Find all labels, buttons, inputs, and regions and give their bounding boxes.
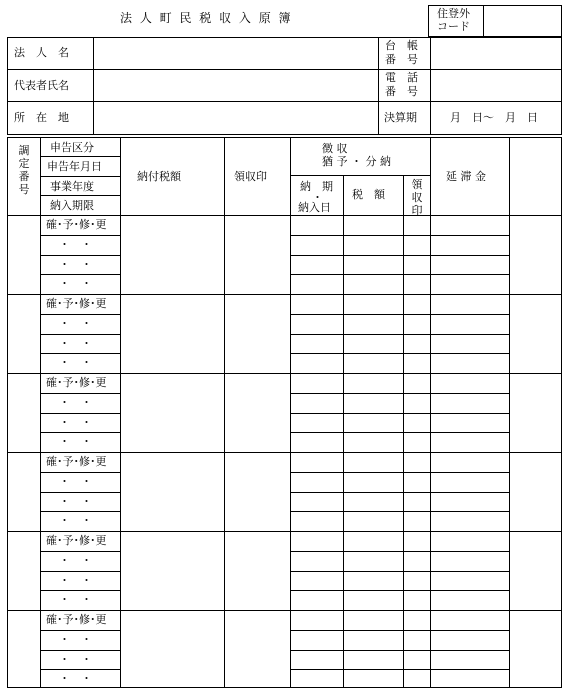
date-dots[interactable]: ・ ・ — [59, 396, 92, 409]
date-dots[interactable]: ・ ・ — [59, 356, 92, 369]
payment-deadline-header: 納入期限 — [50, 199, 94, 212]
ledger-no-label-1: 台 帳 — [385, 39, 418, 52]
representative-field[interactable] — [96, 71, 376, 100]
tax-amount-header: 納付税額 — [137, 170, 181, 183]
period-header-2: ・ — [312, 191, 323, 204]
ledger-no-field[interactable] — [433, 39, 560, 68]
representative-label: 代表者氏名 — [14, 79, 69, 92]
phone-no-field[interactable] — [433, 71, 560, 100]
filing-type-options[interactable]: 確･予･修･更 — [46, 534, 107, 547]
code-label-1: 住登外 — [437, 7, 470, 20]
filing-type-header: 申告区分 — [50, 141, 94, 154]
date-dots[interactable]: ・ ・ — [59, 416, 92, 429]
receipt-stamp-header: 領収印 — [234, 170, 267, 183]
page-title: 法 人 町 民 税 収 入 原 簿 — [120, 11, 293, 25]
date-dots[interactable]: ・ ・ — [59, 337, 92, 350]
sub-stamp-header: 領 収 印 — [411, 178, 423, 217]
date-dots[interactable]: ・ ・ — [59, 435, 92, 448]
date-dots[interactable]: ・ ・ — [59, 277, 92, 290]
filing-type-options[interactable]: 確･予･修･更 — [46, 218, 107, 231]
collection-header-2: 猶 予 ・ 分 納 — [322, 155, 391, 168]
filing-type-options[interactable]: 確･予･修･更 — [46, 297, 107, 310]
date-dots[interactable]: ・ ・ — [59, 238, 92, 251]
filing-type-options[interactable]: 確･予･修･更 — [46, 455, 107, 468]
address-label: 所 在 地 — [14, 111, 69, 124]
date-dots[interactable]: ・ ・ — [59, 258, 92, 271]
sub-tax-header: 税 額 — [352, 188, 385, 201]
arrears-header: 延 滞 金 — [446, 170, 486, 183]
code-value-field[interactable] — [486, 7, 560, 35]
filing-type-options[interactable]: 確･予･修･更 — [46, 613, 107, 626]
phone-no-label-2: 番 号 — [385, 85, 418, 98]
date-dots[interactable]: ・ ・ — [59, 574, 92, 587]
date-dots[interactable]: ・ ・ — [59, 554, 92, 567]
date-dots[interactable]: ・ ・ — [59, 495, 92, 508]
fiscal-period-value[interactable]: 月 日～ 月 日 — [450, 111, 538, 124]
address-field[interactable] — [96, 103, 376, 133]
fiscal-period-label: 決算期 — [384, 111, 417, 124]
corp-name-label: 法 人 名 — [14, 46, 69, 59]
date-dots[interactable]: ・ ・ — [59, 593, 92, 606]
date-dots[interactable]: ・ ・ — [59, 514, 92, 527]
business-year-header: 事業年度 — [50, 180, 94, 193]
date-dots[interactable]: ・ ・ — [59, 653, 92, 666]
date-dots[interactable]: ・ ・ — [59, 317, 92, 330]
date-dots[interactable]: ・ ・ — [59, 633, 92, 646]
collection-header-1: 徴 収 — [322, 142, 348, 155]
ledger-no-label-2: 番 号 — [385, 53, 418, 66]
date-dots[interactable]: ・ ・ — [59, 475, 92, 488]
date-dots[interactable]: ・ ・ — [59, 672, 92, 685]
corp-name-field[interactable] — [96, 39, 376, 68]
filing-type-options[interactable]: 確･予･修･更 — [46, 376, 107, 389]
filing-date-header: 申告年月日 — [47, 160, 102, 173]
adjust-no-header: 調 定 番 号 — [18, 144, 30, 196]
code-label-2: コード — [437, 20, 470, 33]
period-header-1: 納 期 — [300, 180, 333, 193]
phone-no-label-1: 電 話 — [385, 71, 418, 84]
period-header-3: 納入日 — [298, 201, 331, 214]
